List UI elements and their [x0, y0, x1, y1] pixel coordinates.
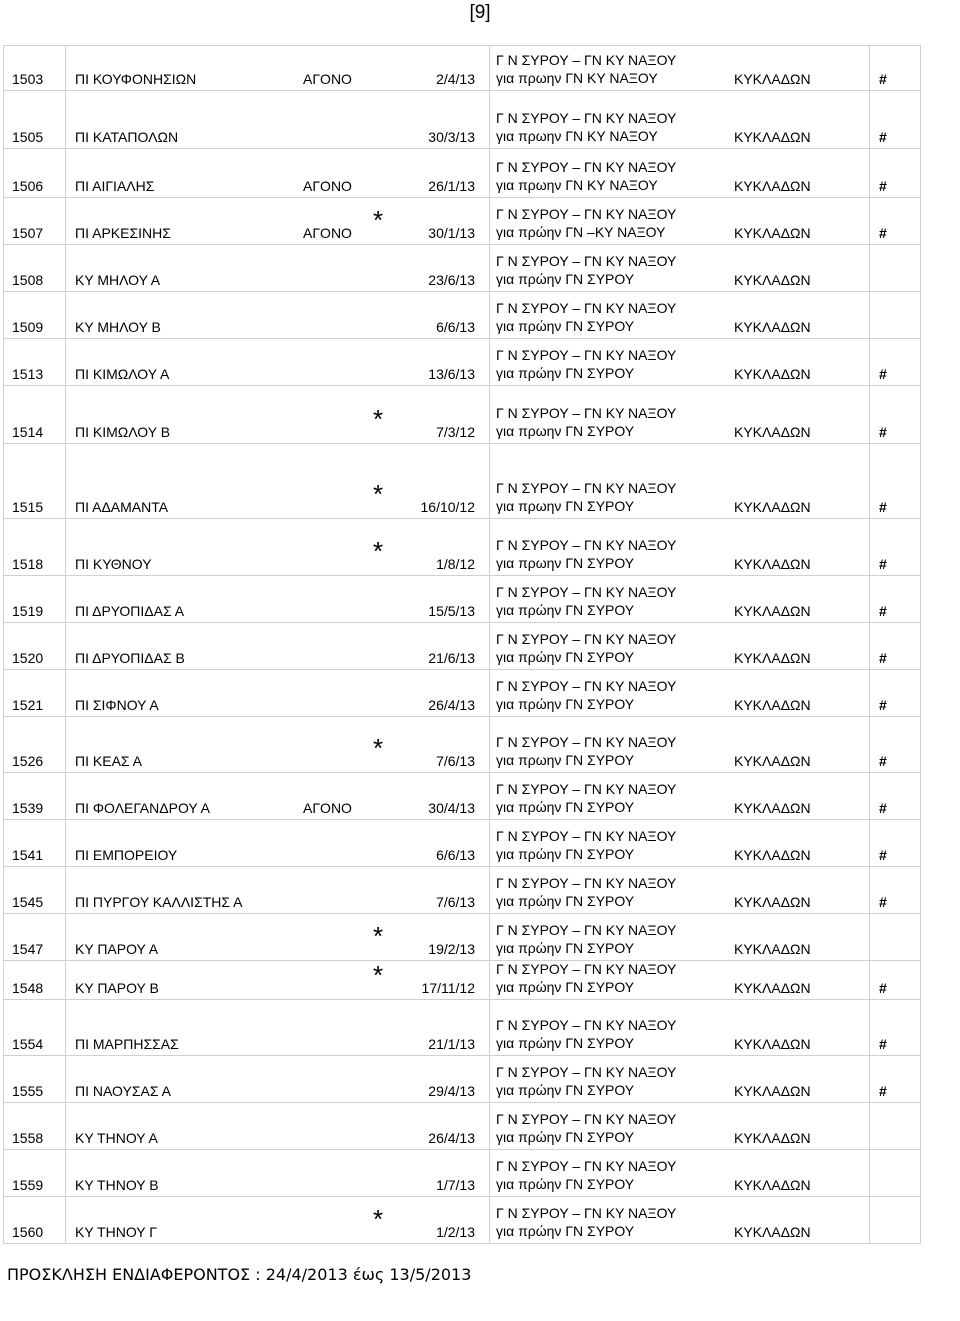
- destination-line-2: για πρώην ΓΝ ΣΥΡΟΥ: [496, 893, 635, 909]
- table-row: [3, 1149, 921, 1196]
- hash-mark: #: [879, 894, 887, 910]
- position-code: 1539: [12, 800, 44, 816]
- destination: [496, 874, 676, 910]
- table-row: [3, 45, 921, 90]
- destination-line-2: για πρωην ΓΝ ΣΥΡΟΥ: [496, 555, 635, 571]
- date: 6/6/13: [436, 847, 475, 863]
- date: 15/5/13: [428, 603, 475, 619]
- destination: [496, 205, 676, 241]
- region: ΚΥΚΛΑΔΩΝ: [734, 1224, 811, 1240]
- table-rows: [3, 45, 921, 1244]
- unit-name: ΠΙ ΔΡΥΟΠΙΔΑΣ Α: [75, 603, 185, 619]
- hash-mark: #: [879, 980, 887, 996]
- position-code: 1503: [12, 71, 44, 87]
- date: 7/6/13: [436, 753, 475, 769]
- region: ΚΥΚΛΑΔΩΝ: [734, 1177, 811, 1193]
- table-row: [3, 1196, 921, 1244]
- region: ΚΥΚΛΑΔΩΝ: [734, 650, 811, 666]
- position-code: 1547: [12, 941, 44, 957]
- table-row: [3, 291, 921, 338]
- destination: [496, 479, 676, 515]
- destination-line-2: για πρώην ΓΝ –ΚΥ ΝΑΞΟΥ: [496, 224, 666, 240]
- destination-line-1: Γ Ν ΣΥΡΟΥ – ΓΝ ΚΥ ΝΑΞΟΥ: [496, 347, 677, 363]
- destination-line-2: για πρωην ΓΝ ΚΥ ΝΑΞΟΥ: [496, 177, 658, 193]
- destination-line-1: Γ Ν ΣΥΡΟΥ – ΓΝ ΚΥ ΝΑΞΟΥ: [496, 159, 677, 175]
- position-code: 1515: [12, 499, 44, 515]
- hash-mark: #: [879, 424, 887, 440]
- destination: [496, 921, 676, 957]
- destination-line-2: για πρωην ΓΝ ΣΥΡΟΥ: [496, 498, 635, 514]
- position-code: 1559: [12, 1177, 44, 1193]
- position-code: 1545: [12, 894, 44, 910]
- destination-line-2: για πρώην ΓΝ ΣΥΡΟΥ: [496, 271, 635, 287]
- table-row: [3, 999, 921, 1055]
- destination-line-2: για πρώην ΓΝ ΣΥΡΟΥ: [496, 649, 635, 665]
- position-code: 1506: [12, 178, 44, 194]
- position-code: 1507: [12, 225, 44, 241]
- destination-line-1: Γ Ν ΣΥΡΟΥ – ΓΝ ΚΥ ΝΑΞΟΥ: [496, 584, 677, 600]
- destination: [496, 109, 676, 145]
- unit-name: ΠΙ ΑΔΑΜΑΝΤΑ: [75, 499, 169, 515]
- page-number: [9]: [469, 2, 491, 23]
- destination-line-1: Γ Ν ΣΥΡΟΥ – ΓΝ ΚΥ ΝΑΞΟΥ: [496, 1205, 677, 1221]
- destination-line-1: Γ Ν ΣΥΡΟΥ – ΓΝ ΚΥ ΝΑΞΟΥ: [496, 922, 677, 938]
- destination-line-2: για πρώην ΓΝ ΣΥΡΟΥ: [496, 1129, 635, 1145]
- destination-line-1: Γ Ν ΣΥΡΟΥ – ΓΝ ΚΥ ΝΑΞΟΥ: [496, 828, 677, 844]
- unit-name: ΚΥ ΤΗΝΟΥ Β: [75, 1177, 159, 1193]
- unit-name: ΠΙ ΝΑΟΥΣΑΣ Α: [75, 1083, 171, 1099]
- destination-line-1: Γ Ν ΣΥΡΟΥ – ΓΝ ΚΥ ΝΑΞΟΥ: [496, 206, 677, 222]
- unit-name: ΠΙ ΕΜΠΟΡΕΙΟΥ: [75, 847, 178, 863]
- region: ΚΥΚΛΑΔΩΝ: [734, 941, 811, 957]
- destination: [496, 1157, 676, 1193]
- table-row: [3, 90, 921, 148]
- unit-name: ΠΙ ΑΙΓΙΑΛΗΣ: [75, 178, 155, 194]
- region: ΚΥΚΛΑΔΩΝ: [734, 272, 811, 288]
- date: 13/6/13: [428, 366, 475, 382]
- region: ΚΥΚΛΑΔΩΝ: [734, 847, 811, 863]
- agono-label: ΑΓΟΝΟ: [303, 71, 352, 87]
- date: 16/10/12: [420, 499, 475, 515]
- destination-line-1: Γ Ν ΣΥΡΟΥ – ΓΝ ΚΥ ΝΑΞΟΥ: [496, 875, 677, 891]
- region: ΚΥΚΛΑΔΩΝ: [734, 129, 811, 145]
- destination-line-1: Γ Ν ΣΥΡΟΥ – ΓΝ ΚΥ ΝΑΞΟΥ: [496, 961, 677, 977]
- destination: [496, 827, 676, 863]
- region: ΚΥΚΛΑΔΩΝ: [734, 424, 811, 440]
- region: ΚΥΚΛΑΔΩΝ: [734, 499, 811, 515]
- destination: [496, 780, 676, 816]
- date: 6/6/13: [436, 319, 475, 335]
- unit-name: ΠΙ ΚΙΜΩΛΟΥ Α: [75, 366, 170, 382]
- date: 30/4/13: [428, 800, 475, 816]
- destination: [496, 252, 676, 288]
- date: 1/8/12: [436, 556, 475, 572]
- star-mark: *: [373, 960, 384, 990]
- table-row: [3, 244, 921, 291]
- date: 23/6/13: [428, 272, 475, 288]
- hash-mark: #: [879, 71, 887, 87]
- destination-line-2: για πρώην ΓΝ ΣΥΡΟΥ: [496, 846, 635, 862]
- date: 17/11/12: [421, 980, 475, 996]
- table-row: [3, 197, 921, 244]
- star-mark: *: [373, 404, 384, 434]
- unit-name: ΠΙ ΚΙΜΩΛΟΥ Β: [75, 424, 171, 440]
- date: 26/4/13: [428, 1130, 475, 1146]
- region: ΚΥΚΛΑΔΩΝ: [734, 800, 811, 816]
- destination-line-1: Γ Ν ΣΥΡΟΥ – ΓΝ ΚΥ ΝΑΞΟΥ: [496, 678, 677, 694]
- hash-mark: #: [879, 650, 887, 666]
- position-code: 1554: [12, 1036, 44, 1052]
- unit-name: ΠΙ ΜΑΡΠΗΣΣΑΣ: [75, 1036, 179, 1052]
- hash-mark: #: [879, 225, 887, 241]
- destination-line-1: Γ Ν ΣΥΡΟΥ – ΓΝ ΚΥ ΝΑΞΟΥ: [496, 52, 677, 68]
- destination-line-1: Γ Ν ΣΥΡΟΥ – ΓΝ ΚΥ ΝΑΞΟΥ: [496, 110, 677, 126]
- date: 2/4/13: [436, 71, 475, 87]
- position-code: 1521: [12, 697, 44, 713]
- destination: [496, 960, 676, 996]
- destination: [496, 536, 676, 572]
- destination-line-1: Γ Ν ΣΥΡΟΥ – ΓΝ ΚΥ ΝΑΞΟΥ: [496, 734, 677, 750]
- unit-name: ΠΙ ΣΙΦΝΟΥ Α: [75, 697, 159, 713]
- position-code: 1560: [12, 1224, 44, 1240]
- agono-label: ΑΓΟΝΟ: [303, 225, 352, 241]
- destination: [496, 733, 676, 769]
- region: ΚΥΚΛΑΔΩΝ: [734, 980, 811, 996]
- table-row: [3, 669, 921, 716]
- destination-line-1: Γ Ν ΣΥΡΟΥ – ΓΝ ΚΥ ΝΑΞΟΥ: [496, 1158, 677, 1174]
- region: ΚΥΚΛΑΔΩΝ: [734, 178, 811, 194]
- destination-line-2: για πρώην ΓΝ ΣΥΡΟΥ: [496, 318, 635, 334]
- table-row: [3, 443, 921, 518]
- date: 7/3/12: [436, 424, 475, 440]
- destination-line-2: για πρώην ΓΝ ΣΥΡΟΥ: [496, 1176, 635, 1192]
- unit-name: ΠΙ ΑΡΚΕΣΙΝΗΣ: [75, 225, 171, 241]
- unit-name: ΠΙ ΚΕΑΣ Α: [75, 753, 143, 769]
- table-row: [3, 716, 921, 772]
- hash-mark: #: [879, 1036, 887, 1052]
- agono-label: ΑΓΟΝΟ: [303, 178, 352, 194]
- region: ΚΥΚΛΑΔΩΝ: [734, 225, 811, 241]
- star-mark: *: [373, 1204, 384, 1234]
- destination: [496, 51, 676, 87]
- destination: [496, 1016, 676, 1052]
- hash-mark: #: [879, 753, 887, 769]
- agono-label: ΑΓΟΝΟ: [303, 800, 352, 816]
- table-row: [3, 960, 921, 999]
- date: 21/1/13: [428, 1036, 475, 1052]
- destination: [496, 1110, 676, 1146]
- table-row: [3, 338, 921, 385]
- date: 26/4/13: [428, 697, 475, 713]
- position-code: 1508: [12, 272, 44, 288]
- destination: [496, 1204, 676, 1240]
- unit-name: ΠΙ ΔΡΥΟΠΙΔΑΣ Β: [75, 650, 185, 666]
- destination: [496, 346, 676, 382]
- position-code: 1541: [12, 847, 44, 863]
- hash-mark: #: [879, 1083, 887, 1099]
- destination-line-1: Γ Ν ΣΥΡΟΥ – ΓΝ ΚΥ ΝΑΞΟΥ: [496, 781, 677, 797]
- region: ΚΥΚΛΑΔΩΝ: [734, 753, 811, 769]
- date: 7/6/13: [436, 894, 475, 910]
- position-code: 1519: [12, 603, 44, 619]
- table-row: [3, 866, 921, 913]
- region: ΚΥΚΛΑΔΩΝ: [734, 366, 811, 382]
- destination-line-2: για πρώην ΓΝ ΣΥΡΟΥ: [496, 696, 635, 712]
- hash-mark: #: [879, 603, 887, 619]
- unit-name: ΚΥ ΜΗΛΟΥ Α: [75, 272, 161, 288]
- hash-mark: #: [879, 129, 887, 145]
- destination: [496, 630, 676, 666]
- position-code: 1548: [12, 980, 44, 996]
- destination-line-1: Γ Ν ΣΥΡΟΥ – ΓΝ ΚΥ ΝΑΞΟΥ: [496, 631, 677, 647]
- unit-name: ΠΙ ΠΥΡΓΟΥ ΚΑΛΛΙΣΤΗΣ Α: [75, 894, 243, 910]
- position-code: 1520: [12, 650, 44, 666]
- date: 26/1/13: [428, 178, 475, 194]
- table-row: [3, 1102, 921, 1149]
- destination-line-2: για πρώην ΓΝ ΣΥΡΟΥ: [496, 1223, 635, 1239]
- region: ΚΥΚΛΑΔΩΝ: [734, 1083, 811, 1099]
- date: 29/4/13: [428, 1083, 475, 1099]
- unit-name: ΠΙ ΚΥΘΝΟΥ: [75, 556, 152, 572]
- table-row: [3, 518, 921, 575]
- destination-line-2: για πρώην ΓΝ ΣΥΡΟΥ: [496, 979, 635, 995]
- hash-mark: #: [879, 366, 887, 382]
- date: 30/3/13: [428, 129, 475, 145]
- region: ΚΥΚΛΑΔΩΝ: [734, 1036, 811, 1052]
- position-code: 1526: [12, 753, 44, 769]
- destination: [496, 158, 676, 194]
- position-code: 1558: [12, 1130, 44, 1146]
- unit-name: ΠΙ ΦΟΛΕΓΑΝΔΡΟΥ Α: [75, 800, 210, 816]
- hash-mark: #: [879, 499, 887, 515]
- table-row: [3, 772, 921, 819]
- destination-line-2: για πρώην ΓΝ ΣΥΡΟΥ: [496, 940, 635, 956]
- table-row: [3, 1055, 921, 1102]
- destination-line-2: για πρωην ΓΝ ΚΥ ΝΑΞΟΥ: [496, 128, 658, 144]
- region: ΚΥΚΛΑΔΩΝ: [734, 71, 811, 87]
- region: ΚΥΚΛΑΔΩΝ: [734, 556, 811, 572]
- unit-name: ΠΙ ΚΟΥΦΟΝΗΣΙΩΝ: [75, 71, 197, 87]
- hash-mark: #: [879, 556, 887, 572]
- star-mark: *: [373, 921, 384, 951]
- unit-name: ΚΥ ΠΑΡΟΥ Β: [75, 980, 159, 996]
- position-code: 1505: [12, 129, 44, 145]
- position-code: 1513: [12, 366, 44, 382]
- destination-line-1: Γ Ν ΣΥΡΟΥ – ΓΝ ΚΥ ΝΑΞΟΥ: [496, 480, 677, 496]
- unit-name: ΚΥ ΠΑΡΟΥ Α: [75, 941, 159, 957]
- region: ΚΥΚΛΑΔΩΝ: [734, 1130, 811, 1146]
- destination-line-2: για πρωην ΓΝ ΣΥΡΟΥ: [496, 423, 635, 439]
- star-mark: *: [373, 205, 384, 235]
- table-row: [3, 622, 921, 669]
- destination: [496, 299, 676, 335]
- unit-name: ΚΥ ΤΗΝΟΥ Α: [75, 1130, 158, 1146]
- date: 19/2/13: [428, 941, 475, 957]
- position-code: 1518: [12, 556, 44, 572]
- table-row: [3, 148, 921, 197]
- hash-mark: #: [879, 847, 887, 863]
- destination-line-1: Γ Ν ΣΥΡΟΥ – ΓΝ ΚΥ ΝΑΞΟΥ: [496, 405, 677, 421]
- destination-line-1: Γ Ν ΣΥΡΟΥ – ΓΝ ΚΥ ΝΑΞΟΥ: [496, 1064, 677, 1080]
- destination-line-1: Γ Ν ΣΥΡΟΥ – ΓΝ ΚΥ ΝΑΞΟΥ: [496, 1017, 677, 1033]
- date: 1/7/13: [436, 1177, 475, 1193]
- star-mark: *: [373, 479, 384, 509]
- unit-name: ΚΥ ΜΗΛΟΥ Β: [75, 319, 161, 335]
- table-row: [3, 819, 921, 866]
- destination: [496, 1063, 676, 1099]
- destination-line-2: για πρωην ΓΝ ΚΥ ΝΑΞΟΥ: [496, 70, 658, 86]
- destination-line-1: Γ Ν ΣΥΡΟΥ – ΓΝ ΚΥ ΝΑΞΟΥ: [496, 300, 677, 316]
- position-code: 1509: [12, 319, 44, 335]
- destination-line-2: για πρωην ΓΝ ΣΥΡΟΥ: [496, 752, 635, 768]
- destination-line-1: Γ Ν ΣΥΡΟΥ – ΓΝ ΚΥ ΝΑΞΟΥ: [496, 1111, 677, 1127]
- date: 1/2/13: [436, 1224, 475, 1240]
- position-code: 1555: [12, 1083, 44, 1099]
- destination-line-1: Γ Ν ΣΥΡΟΥ – ΓΝ ΚΥ ΝΑΞΟΥ: [496, 537, 677, 553]
- table-row: [3, 575, 921, 622]
- region: ΚΥΚΛΑΔΩΝ: [734, 697, 811, 713]
- unit-name: ΠΙ ΚΑΤΑΠΟΛΩΝ: [75, 129, 179, 145]
- destination: [496, 583, 676, 619]
- hash-mark: #: [879, 800, 887, 816]
- star-mark: *: [373, 536, 384, 566]
- position-code: 1514: [12, 424, 44, 440]
- destination-line-1: Γ Ν ΣΥΡΟΥ – ΓΝ ΚΥ ΝΑΞΟΥ: [496, 253, 677, 269]
- region: ΚΥΚΛΑΔΩΝ: [734, 319, 811, 335]
- destination-line-2: για πρώην ΓΝ ΣΥΡΟΥ: [496, 1035, 635, 1051]
- positions-table: [3, 45, 921, 1244]
- table-row: [3, 913, 921, 960]
- star-mark: *: [373, 733, 384, 763]
- hash-mark: #: [879, 697, 887, 713]
- destination-line-2: για πρώην ΓΝ ΣΥΡΟΥ: [496, 799, 635, 815]
- destination: [496, 404, 676, 440]
- destination-line-2: για πρώην ΓΝ ΣΥΡΟΥ: [496, 602, 635, 618]
- unit-name: ΚΥ ΤΗΝΟΥ Γ: [75, 1224, 157, 1240]
- footer-announcement: ΠΡΟΣΚΛΗΣΗ ΕΝΔΙΑΦΕΡΟΝΤΟΣ : 24/4/2013 έως 13/5/2013: [7, 1265, 472, 1284]
- date: 30/1/13: [428, 225, 475, 241]
- hash-mark: #: [879, 178, 887, 194]
- region: ΚΥΚΛΑΔΩΝ: [734, 894, 811, 910]
- region: ΚΥΚΛΑΔΩΝ: [734, 603, 811, 619]
- destination: [496, 677, 676, 713]
- destination-line-2: για πρώην ΓΝ ΣΥΡΟΥ: [496, 365, 635, 381]
- table-row: [3, 385, 921, 443]
- destination-line-2: για πρώην ΓΝ ΣΥΡΟΥ: [496, 1082, 635, 1098]
- date: 21/6/13: [428, 650, 475, 666]
